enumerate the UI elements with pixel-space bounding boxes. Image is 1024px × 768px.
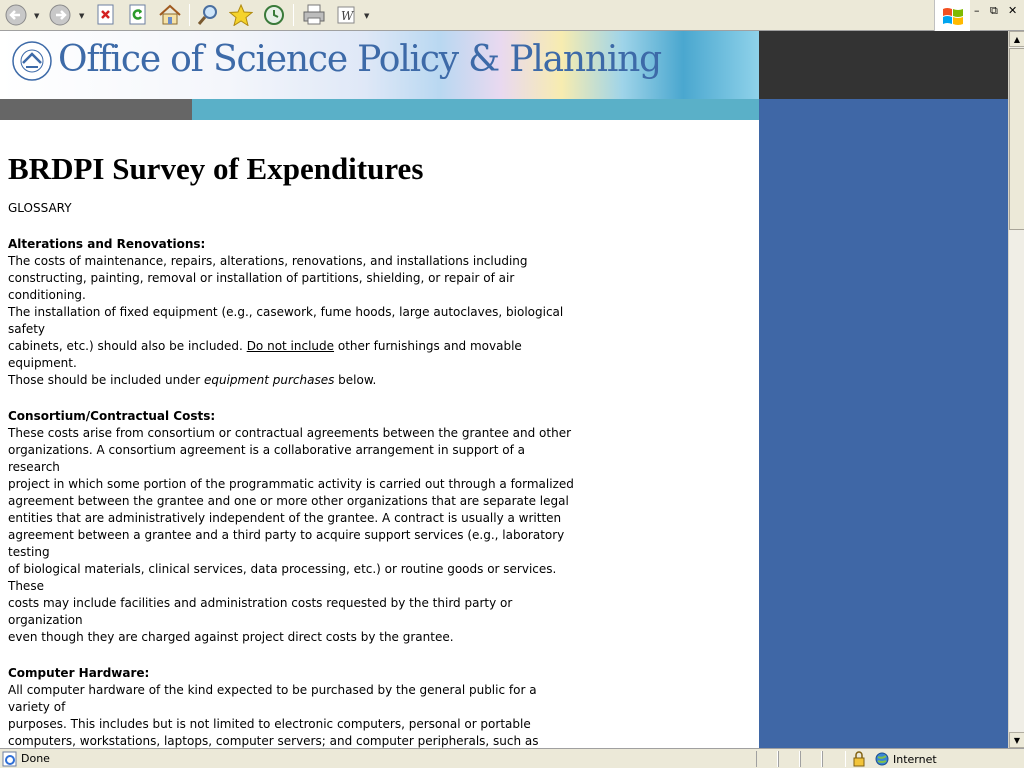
- definition-line: agreement between the grantee and one or more other organizations that are separate legal: [8, 494, 569, 508]
- page-title: BRDPI Survey of Expenditures: [8, 151, 424, 186]
- glossary-term: Consortium/Contractual Costs:: [8, 409, 216, 423]
- teal-nav-bar: [192, 99, 759, 120]
- scroll-up-icon[interactable]: ▲: [1009, 31, 1024, 47]
- glossary-definition: [8, 253, 578, 389]
- forward-arrow-icon: [49, 4, 71, 26]
- stop-icon: [96, 4, 116, 26]
- glossary-definition: [8, 682, 578, 748]
- page-viewport: [0, 31, 1008, 748]
- definition-line: [8, 372, 578, 389]
- star-icon: [229, 4, 253, 26]
- definition-line: project in which some portion of the programmatic activity is carried out through a formalized: [8, 477, 574, 491]
- definition-line: computers, workstations, laptops, computer servers; and computer peripherals, such as: [8, 734, 539, 748]
- search-icon: [197, 4, 219, 26]
- definition-line: even though they are charged against project direct costs by the grantee.: [8, 630, 454, 644]
- definition-line: These costs arise from consortium or contractual agreements between the grantee and other: [8, 426, 572, 440]
- search-button[interactable]: [195, 3, 221, 27]
- scroll-thumb[interactable]: [1009, 48, 1024, 230]
- windows-logo: [934, 0, 970, 31]
- stop-button[interactable]: [93, 3, 119, 27]
- banner-dark-block: [759, 31, 1008, 99]
- status-pane: [756, 751, 778, 767]
- zone-label: Internet: [893, 752, 937, 766]
- word-document-icon: [336, 5, 356, 25]
- history-icon: [262, 4, 286, 26]
- edit-dropdown-icon[interactable]: ▼: [364, 12, 370, 20]
- favorites-button[interactable]: [228, 3, 254, 27]
- status-pane: [778, 751, 800, 767]
- main-content: [8, 120, 578, 748]
- restore-icon[interactable]: ⧉: [990, 4, 998, 17]
- site-banner: [0, 31, 759, 99]
- status-pane: [800, 751, 822, 767]
- section-label: GLOSSARY: [8, 201, 72, 215]
- status-bar: [0, 748, 1024, 768]
- glossary-definition: [8, 425, 578, 646]
- toolbar-separator: [293, 4, 294, 26]
- security-zone[interactable]: [875, 751, 1015, 767]
- scroll-down-icon[interactable]: ▼: [1009, 732, 1024, 748]
- nih-seal-logo[interactable]: [11, 40, 53, 82]
- gray-nav-bar: [0, 99, 192, 120]
- back-arrow-icon: [5, 4, 27, 26]
- definition-line: [8, 338, 578, 372]
- definition-line: purposes. This includes but is not limited to electronic computers, personal or portable: [8, 717, 531, 731]
- back-button[interactable]: [3, 3, 29, 27]
- definition-line: entities that are administratively independent of the grantee. A contract is usually a written: [8, 511, 562, 525]
- forward-button[interactable]: [47, 3, 73, 27]
- vertical-scrollbar[interactable]: [1008, 31, 1024, 748]
- definition-line: All computer hardware of the kind expected to be purchased by the general public for a variety of: [8, 683, 537, 714]
- printer-icon: [302, 4, 326, 26]
- status-text: Done: [21, 752, 50, 765]
- browser-toolbar: [0, 0, 1024, 31]
- edit-button[interactable]: [333, 3, 359, 27]
- home-icon: [158, 4, 182, 26]
- status-pane: [822, 751, 846, 767]
- definition-line: costs may include facilities and administration costs requested by the third party or organization: [8, 596, 513, 627]
- underlined-text: Do not include: [246, 339, 335, 353]
- home-button[interactable]: [157, 3, 183, 27]
- print-button[interactable]: [301, 3, 327, 27]
- definition-text: other furnishings and movable equipment.: [8, 339, 522, 370]
- banner-title: Office of Science Policy & Planning: [58, 39, 661, 80]
- definition-line: agreement between a grantee and a third party to acquire support services (e.g., laboratory testing: [8, 528, 565, 559]
- definition-line: constructing, painting, removal or installation of partitions, shielding, or repair of air conditioning.: [8, 271, 515, 302]
- glossary-term: Alterations and Renovations:: [8, 237, 206, 251]
- history-button[interactable]: [261, 3, 287, 27]
- windows-flag-icon: [940, 5, 966, 27]
- globe-icon: [875, 752, 889, 766]
- minimize-icon[interactable]: –: [974, 4, 980, 17]
- definition-text: below.: [334, 373, 377, 387]
- ie-page-icon: [2, 751, 18, 767]
- definition-text: Those should be included under: [8, 373, 204, 387]
- lock-icon: [852, 751, 866, 767]
- italic-text: equipment purchases: [203, 373, 335, 387]
- refresh-button[interactable]: [125, 3, 151, 27]
- definition-line: organizations. A consortium agreement is a collaborative arrangement in support of a research: [8, 443, 525, 474]
- definition-line: of biological materials, clinical services, data processing, etc.) or routine goods or services. These: [8, 562, 557, 593]
- toolbar-separator: [189, 4, 190, 26]
- forward-dropdown-icon[interactable]: ▼: [79, 12, 85, 20]
- glossary-term: Computer Hardware:: [8, 666, 150, 680]
- definition-line: The costs of maintenance, repairs, alterations, renovations, and installations including: [8, 254, 528, 268]
- right-sidebar: [759, 99, 1008, 748]
- back-dropdown-icon[interactable]: ▼: [34, 12, 40, 20]
- close-icon[interactable]: ✕: [1008, 4, 1018, 17]
- definition-line: The installation of fixed equipment (e.g., casework, fume hoods, large autoclaves, biological safety: [8, 305, 564, 336]
- definition-text: cabinets, etc.) should also be included.: [8, 339, 247, 353]
- refresh-icon: [128, 4, 148, 26]
- svg-text:W: W: [341, 9, 354, 23]
